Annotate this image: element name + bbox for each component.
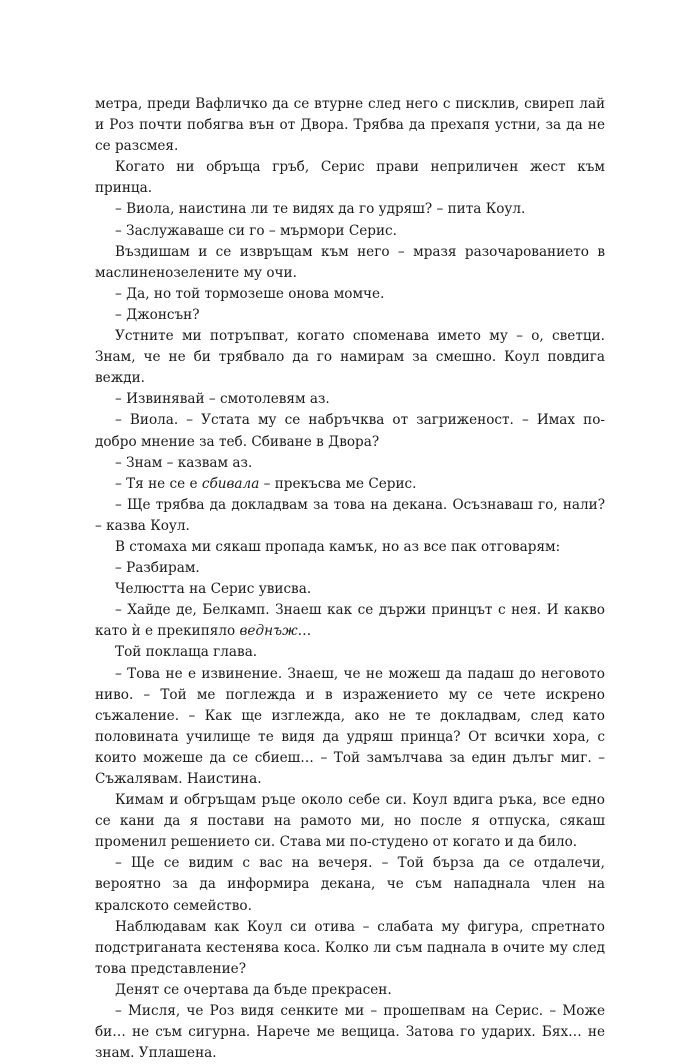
text-run: – Извинявай – смотолевям аз. — [115, 391, 330, 408]
paragraph — [95, 495, 605, 537]
text-run: Когато ни обръща гръб, Серис прави неприличен жест към принца. — [95, 159, 605, 197]
text-run: – Тя не се е — [115, 475, 202, 492]
text-run: Устните ми потръпват, когато споменава името му – о, светци. Знам, че не би трябвало да го намирам за смешно. Коул повдига вежди. — [95, 328, 605, 387]
paragraph — [95, 980, 605, 1001]
paragraph — [95, 474, 605, 495]
paragraph — [95, 1001, 605, 1064]
paragraph — [95, 558, 605, 579]
text-run: метра, преди Вафличко да се втурне след него с писклив, свиреп лай и Роз почти побягва вън от Двора. Трябва да прехапя устни, за да не се разсмея. — [95, 96, 605, 155]
emphasized-text: веднъж — [239, 623, 298, 640]
text-run: Той поклаща глава. — [115, 644, 258, 661]
paragraph — [95, 790, 605, 853]
text-run: … — [297, 623, 312, 640]
paragraph — [95, 389, 605, 410]
text-run: – Да, но той тормозеше онова момче. — [115, 285, 385, 302]
paragraph — [95, 94, 605, 157]
paragraph — [95, 537, 605, 558]
paragraph — [95, 157, 605, 199]
paragraph — [95, 242, 605, 284]
text-run: – Това не е извинение. Знаеш, че не можеш да падаш до неговото ниво. – Той ме поглежда и в изражението му се чете искрено съжаление. – Как ще изглежда, ако не те докладвам, след като половината училище те видя да удряш принца? От всички хора, с които можеше да се сбиеш… – Той замълчава за един дълъг миг. – Съжалявам. Наистина. — [95, 665, 605, 787]
text-run: – прекъсва ме Серис. — [259, 475, 417, 492]
paragraph — [95, 853, 605, 916]
text-run: Наблюдавам как Коул си отива – слабата му фигура, спретнато подстриганата кестенява коса. Колко ли съм паднала в очите му след това представление? — [95, 918, 605, 977]
text-run: Денят се очертава да бъде прекрасен. — [115, 981, 392, 998]
emphasized-text: сбивала — [201, 475, 260, 492]
text-run: Челюстта на Серис увисва. — [115, 581, 312, 598]
text-run: Въздишам и се извръщам към него – мразя разочарованието в маслиненозелените му очи. — [95, 243, 605, 281]
paragraph — [95, 221, 605, 242]
paragraph — [95, 579, 605, 600]
text-run: – Ще се видим с вас на вечеря. – Той бърза да се отдалечи, вероятно за да информира декана, че съм нападнала член на кралското семейство. — [95, 855, 605, 914]
text-run: – Ще трябва да докладвам за това на декана. Осъзнаваш го, нали? – казва Коул. — [95, 496, 605, 534]
paragraph — [95, 305, 605, 326]
text-run: – Заслужаваше си го – мърмори Серис. — [115, 222, 397, 239]
paragraph — [95, 453, 605, 474]
paragraph — [95, 917, 605, 980]
text-run: – Знам – казвам аз. — [115, 454, 253, 471]
text-run: – Виола, наистина ли те видях да го удряш? – пита Коул. — [115, 201, 526, 218]
text-run: – Джонсън? — [115, 306, 200, 323]
paragraph — [95, 664, 605, 791]
paragraph — [95, 326, 605, 389]
paragraph — [95, 284, 605, 305]
paragraph — [95, 642, 605, 663]
page-body-text — [95, 94, 605, 1064]
text-run: – Разбирам. — [115, 560, 200, 577]
paragraph — [95, 600, 605, 642]
text-run: Кимам и обгръщам ръце около себе си. Коул вдига ръка, все едно се кани да я постави на рамото ми, но после я отпуска, сякаш променил решението си. Става ми по-студено от когато и да било. — [95, 792, 605, 851]
paragraph — [95, 410, 605, 452]
text-run: – Виола. – Устата му се набръчква от загриженост. – Имах по-добро мнение за теб. Сбиване в Двора? — [95, 412, 605, 450]
text-run: – Мисля, че Роз видя сенките ми – прошепвам на Серис. – Може би… не съм сигурна. Нарече ме вещица. Затова го ударих. Бях… не знам. Уплашена. — [95, 1003, 605, 1062]
paragraph — [95, 199, 605, 220]
text-run: – Хайде де, Белкамп. Знаеш как се държи принцът с нея. И какво като ѝ е прекипяло — [95, 602, 605, 640]
text-run: В стомаха ми сякаш пропада камък, но аз все пак отговарям: — [115, 538, 561, 555]
